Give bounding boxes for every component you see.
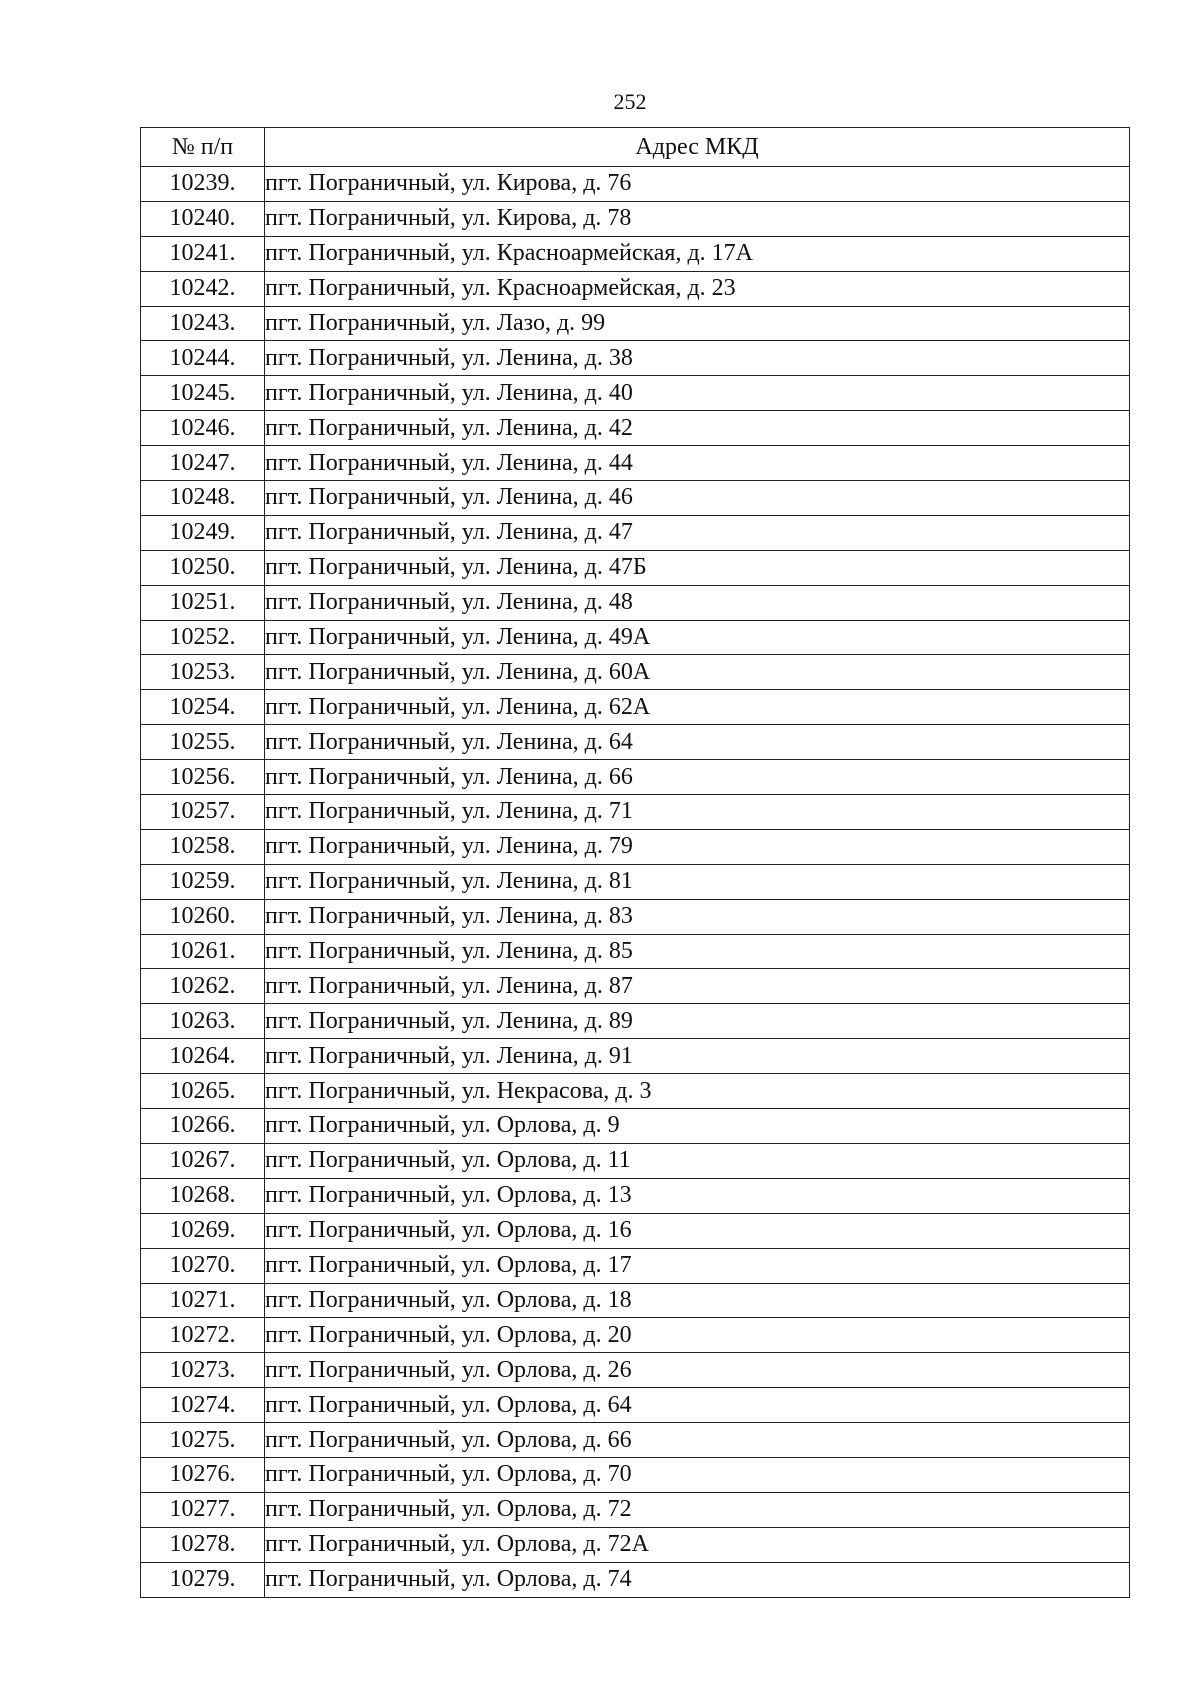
header-number: № п/п — [141, 128, 265, 167]
row-number: 10260. — [141, 899, 265, 934]
table-body — [141, 167, 1130, 1598]
table-row — [141, 725, 1130, 760]
table-row — [141, 585, 1130, 620]
table-row — [141, 864, 1130, 899]
row-number: 10253. — [141, 655, 265, 690]
row-address: пгт. Пограничный, ул. Ленина, д. 49А — [265, 620, 1130, 655]
row-address: пгт. Пограничный, ул. Орлова, д. 64 — [265, 1388, 1130, 1423]
table-row — [141, 446, 1130, 481]
row-address: пгт. Пограничный, ул. Орлова, д. 74 — [265, 1562, 1130, 1597]
row-number: 10261. — [141, 934, 265, 969]
row-address: пгт. Пограничный, ул. Некрасова, д. 3 — [265, 1074, 1130, 1109]
table-row — [141, 1318, 1130, 1353]
row-number: 10278. — [141, 1527, 265, 1562]
row-number: 10242. — [141, 271, 265, 306]
table-row — [141, 515, 1130, 550]
row-number: 10245. — [141, 376, 265, 411]
row-address: пгт. Пограничный, ул. Ленина, д. 47Б — [265, 550, 1130, 585]
row-number: 10258. — [141, 829, 265, 864]
row-number: 10244. — [141, 341, 265, 376]
row-address: пгт. Пограничный, ул. Орлова, д. 20 — [265, 1318, 1130, 1353]
table-row — [141, 1423, 1130, 1458]
table-row — [141, 306, 1130, 341]
table-row — [141, 167, 1130, 202]
row-number: 10239. — [141, 167, 265, 202]
row-number: 10262. — [141, 969, 265, 1004]
row-address: пгт. Пограничный, ул. Ленина, д. 40 — [265, 376, 1130, 411]
row-address: пгт. Пограничный, ул. Красноармейская, д. 17А — [265, 236, 1130, 271]
row-address: пгт. Пограничный, ул. Ленина, д. 91 — [265, 1039, 1130, 1074]
table-header-row — [141, 128, 1130, 167]
row-address: пгт. Пограничный, ул. Ленина, д. 44 — [265, 446, 1130, 481]
table-row — [141, 1562, 1130, 1597]
table-row — [141, 655, 1130, 690]
table-row — [141, 1388, 1130, 1423]
row-number: 10248. — [141, 481, 265, 516]
row-address: пгт. Пограничный, ул. Ленина, д. 64 — [265, 725, 1130, 760]
row-address: пгт. Пограничный, ул. Ленина, д. 62А — [265, 690, 1130, 725]
row-number: 10254. — [141, 690, 265, 725]
row-address: пгт. Пограничный, ул. Ленина, д. 81 — [265, 864, 1130, 899]
row-address: пгт. Пограничный, ул. Орлова, д. 72 — [265, 1492, 1130, 1527]
row-address: пгт. Пограничный, ул. Ленина, д. 83 — [265, 899, 1130, 934]
row-address: пгт. Пограничный, ул. Ленина, д. 71 — [265, 795, 1130, 830]
table-row — [141, 1074, 1130, 1109]
row-address: пгт. Пограничный, ул. Ленина, д. 38 — [265, 341, 1130, 376]
row-number: 10266. — [141, 1109, 265, 1144]
header-address: Адрес МКД — [265, 128, 1130, 167]
row-address: пгт. Пограничный, ул. Орлова, д. 9 — [265, 1109, 1130, 1144]
table-row — [141, 690, 1130, 725]
table-row — [141, 1109, 1130, 1144]
table-row — [141, 1178, 1130, 1213]
row-address: пгт. Пограничный, ул. Ленина, д. 87 — [265, 969, 1130, 1004]
row-number: 10267. — [141, 1143, 265, 1178]
row-number: 10264. — [141, 1039, 265, 1074]
table-row — [141, 341, 1130, 376]
row-address: пгт. Пограничный, ул. Орлова, д. 66 — [265, 1423, 1130, 1458]
row-address: пгт. Пограничный, ул. Орлова, д. 70 — [265, 1457, 1130, 1492]
table-row — [141, 1213, 1130, 1248]
row-address: пгт. Пограничный, ул. Ленина, д. 47 — [265, 515, 1130, 550]
row-address: пгт. Пограничный, ул. Кирова, д. 76 — [265, 167, 1130, 202]
table-row — [141, 760, 1130, 795]
row-address: пгт. Пограничный, ул. Красноармейская, д. 23 — [265, 271, 1130, 306]
row-address: пгт. Пограничный, ул. Ленина, д. 89 — [265, 1004, 1130, 1039]
mkd-address-table — [140, 127, 1130, 1598]
table-row — [141, 201, 1130, 236]
table-row — [141, 1248, 1130, 1283]
table-row — [141, 550, 1130, 585]
row-number: 10257. — [141, 795, 265, 830]
row-address: пгт. Пограничный, ул. Ленина, д. 85 — [265, 934, 1130, 969]
row-number: 10269. — [141, 1213, 265, 1248]
table-row — [141, 236, 1130, 271]
row-number: 10265. — [141, 1074, 265, 1109]
row-number: 10275. — [141, 1423, 265, 1458]
row-number: 10259. — [141, 864, 265, 899]
row-address: пгт. Пограничный, ул. Орлова, д. 13 — [265, 1178, 1130, 1213]
row-number: 10263. — [141, 1004, 265, 1039]
row-number: 10274. — [141, 1388, 265, 1423]
row-number: 10273. — [141, 1353, 265, 1388]
row-number: 10272. — [141, 1318, 265, 1353]
row-address: пгт. Пограничный, ул. Орлова, д. 11 — [265, 1143, 1130, 1178]
row-number: 10246. — [141, 411, 265, 446]
row-number: 10268. — [141, 1178, 265, 1213]
row-address: пгт. Пограничный, ул. Орлова, д. 18 — [265, 1283, 1130, 1318]
page-number: 252 — [613, 89, 647, 114]
table-row — [141, 1004, 1130, 1039]
table-row — [141, 899, 1130, 934]
table-row — [141, 1283, 1130, 1318]
table-row — [141, 411, 1130, 446]
table-row — [141, 969, 1130, 1004]
row-number: 10249. — [141, 515, 265, 550]
table-row — [141, 934, 1130, 969]
row-address: пгт. Пограничный, ул. Ленина, д. 46 — [265, 481, 1130, 516]
row-address: пгт. Пограничный, ул. Орлова, д. 16 — [265, 1213, 1130, 1248]
row-number: 10251. — [141, 585, 265, 620]
row-address: пгт. Пограничный, ул. Кирова, д. 78 — [265, 201, 1130, 236]
table-row — [141, 1457, 1130, 1492]
row-number: 10243. — [141, 306, 265, 341]
row-number: 10279. — [141, 1562, 265, 1597]
row-number: 10256. — [141, 760, 265, 795]
row-number: 10241. — [141, 236, 265, 271]
row-address: пгт. Пограничный, ул. Ленина, д. 79 — [265, 829, 1130, 864]
table-row — [141, 1527, 1130, 1562]
row-address: пгт. Пограничный, ул. Ленина, д. 48 — [265, 585, 1130, 620]
row-number: 10250. — [141, 550, 265, 585]
table-row — [141, 1143, 1130, 1178]
row-number: 10270. — [141, 1248, 265, 1283]
table-row — [141, 1353, 1130, 1388]
table-row — [141, 481, 1130, 516]
table-row — [141, 829, 1130, 864]
row-address: пгт. Пограничный, ул. Ленина, д. 42 — [265, 411, 1130, 446]
row-address: пгт. Пограничный, ул. Орлова, д. 17 — [265, 1248, 1130, 1283]
table-row — [141, 1492, 1130, 1527]
row-address: пгт. Пограничный, ул. Ленина, д. 66 — [265, 760, 1130, 795]
row-number: 10277. — [141, 1492, 265, 1527]
table-row — [141, 271, 1130, 306]
table-row — [141, 795, 1130, 830]
row-number: 10276. — [141, 1457, 265, 1492]
row-number: 10252. — [141, 620, 265, 655]
row-address: пгт. Пограничный, ул. Орлова, д. 72А — [265, 1527, 1130, 1562]
row-address: пгт. Пограничный, ул. Ленина, д. 60А — [265, 655, 1130, 690]
row-number: 10271. — [141, 1283, 265, 1318]
row-address: пгт. Пограничный, ул. Лазо, д. 99 — [265, 306, 1130, 341]
row-number: 10240. — [141, 201, 265, 236]
row-number: 10255. — [141, 725, 265, 760]
table-row — [141, 620, 1130, 655]
row-address: пгт. Пограничный, ул. Орлова, д. 26 — [265, 1353, 1130, 1388]
table-row — [141, 1039, 1130, 1074]
row-number: 10247. — [141, 446, 265, 481]
table-row — [141, 376, 1130, 411]
